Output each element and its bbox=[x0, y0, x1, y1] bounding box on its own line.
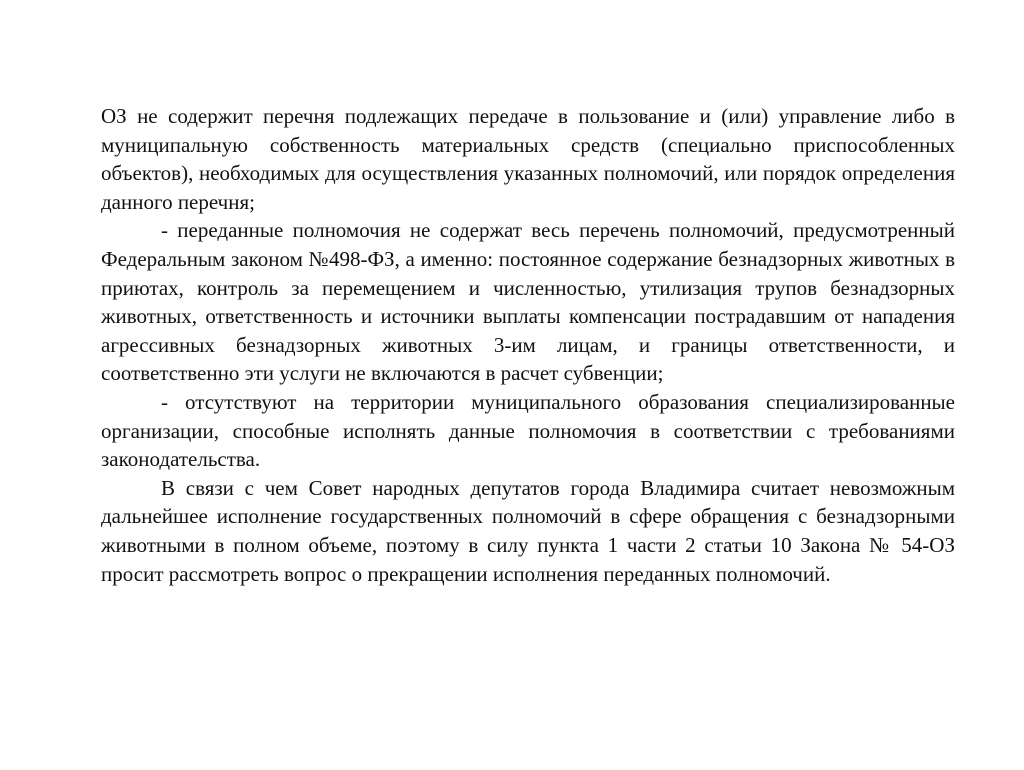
paragraph-council-request: В связи с чем Совет народных депутатов города Владимира считает невозможным дальнейшее исполнение государственных полномочий в сфере обращения с безнадзорными животными в полном объеме, поэтому в силу пункта 1 части 2 статьи 10 Закона № 54-ОЗ просит рассмотреть вопрос о прекращении исполнения переданных полномочий. bbox=[101, 475, 955, 586]
paragraph-oz-list: ОЗ не содержит перечня подлежащих передаче в пользование и (или) управление либо в муниципальную собственность материальных средств (специально приспособленных объектов), необходимых для осуществления указанных полномочий, или порядок определения данного перечня; bbox=[101, 104, 955, 214]
document-body bbox=[101, 102, 955, 588]
paragraph-powers-incomplete: - переданные полномочия не содержат весь перечень полномочий, предусмотренный Федеральным законом №498-ФЗ, а именно: постоянное содержание безнадзорных животных в приютах, контроль за перемещением и численностью, утилизация трупов безнадзорных животных, ответственность и источники выплаты компенсации пострадавшим от нападения агрессивных безнадзорных животных 3-им лицам, и границы ответственности, и соответственно эти услуги не включаются в расчет субвенции; bbox=[101, 218, 955, 386]
paragraph-no-organizations: - отсутствуют на территории муниципального образования специализированные организации, способные исполнять данные полномочия в соответствии с требованиями законодательства. bbox=[101, 389, 955, 472]
